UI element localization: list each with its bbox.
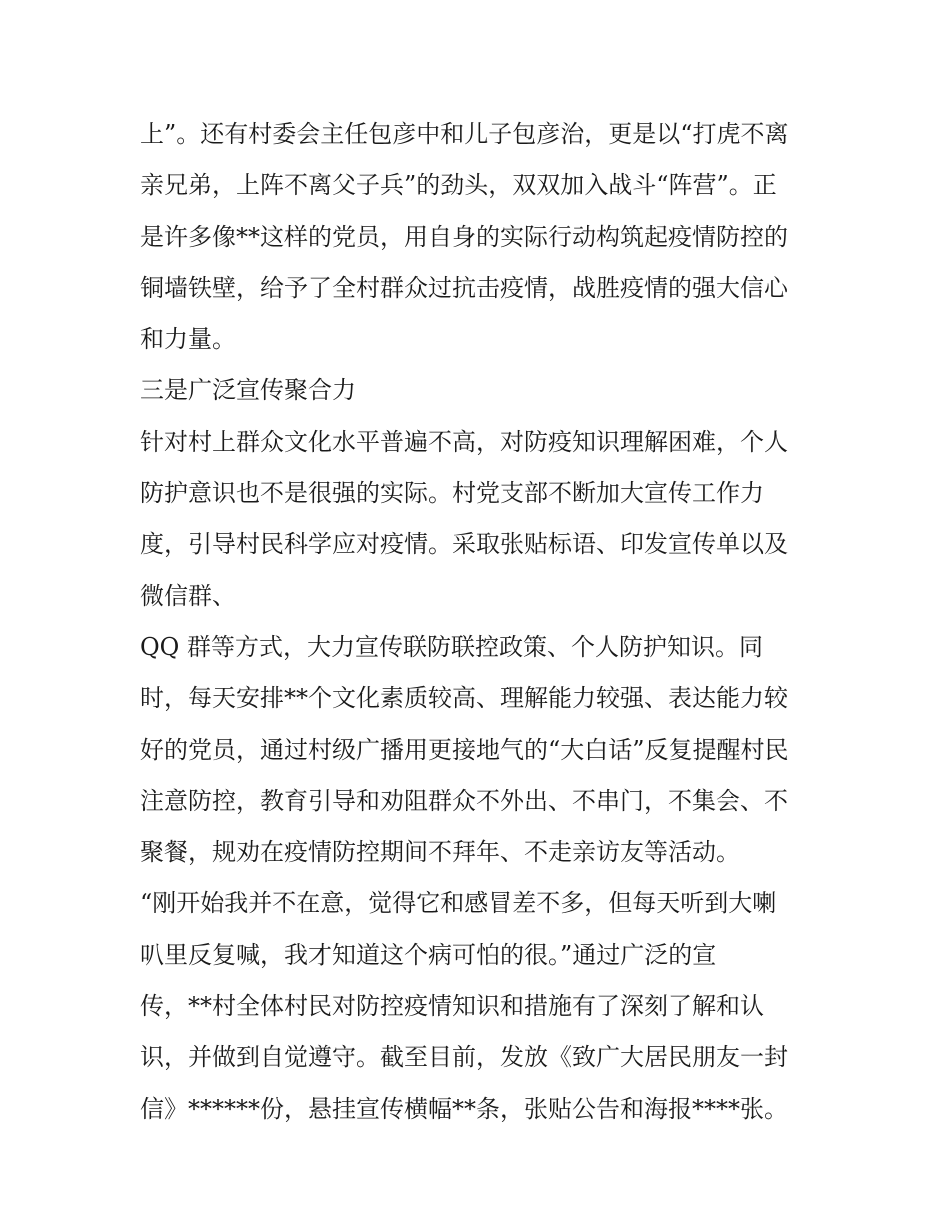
text-line: 叭里反复喊，我才知道这个病可怕的很。”通过广泛的宣 [140,940,717,969]
text-line: 注意防控，教育引导和劝阻群众不外出、不串门，不集会、不 [140,786,788,815]
text-line: 微信群、 [140,581,236,610]
text-line: 上”。还有村委会主任包彦中和儿子包彦治，更是以“打虎不离 [140,120,789,148]
text-line: 聚餐，规劝在疫情防控期间不拜年、不走亲访友等活动。 [140,838,740,867]
text-line: 是许多像**这样的党员，用自身的实际行动构筑起疫情防控的 [140,222,788,251]
text-line: 亲兄弟，上阵不离父子兵”的劲头，双双加入战斗“阵营”。正 [140,171,777,200]
text-line: 防护意识也不是很强的实际。村党支部不断加大宣传工作力 [140,479,764,508]
text-line: 好的党员，通过村级广播用更接地气的“大白话”反复提醒村民 [140,735,789,764]
quote-line: “刚开始我并不在意，觉得它和感冒差不多，但每天听到大喇 [140,889,777,918]
text-line: 信》******份，悬挂宣传横幅**条，张贴公告和海报****张。 [140,1094,788,1123]
text-line: 和力量。 [140,325,236,354]
text-line: 度，引导村民科学应对疫情。采取张贴标语、印发宣传单以及 [140,530,788,559]
section-heading: 三是广泛宣传聚合力 [140,376,356,405]
text-line: 传，**村全体村民对防控疫情知识和措施有了深刻了解和认 [140,992,764,1021]
text-line: QQ 群等方式，大力宣传联防联控政策、个人防护知识。同 [140,632,763,661]
text-line: 针对村上群众文化水平普遍不高，对防疫知识理解困难，个人 [140,427,788,456]
body-text [140,109,820,1135]
text-line: 铜墙铁壁，给予了全村群众过抗击疫情，战胜疫情的强大信心 [140,273,788,302]
text-line: 识，并做到自觉遵守。截至目前，发放《致广大居民朋友一封 [140,1043,788,1072]
text-line: 时，每天安排**个文化素质较高、理解能力较强、表达能力较 [140,684,788,713]
